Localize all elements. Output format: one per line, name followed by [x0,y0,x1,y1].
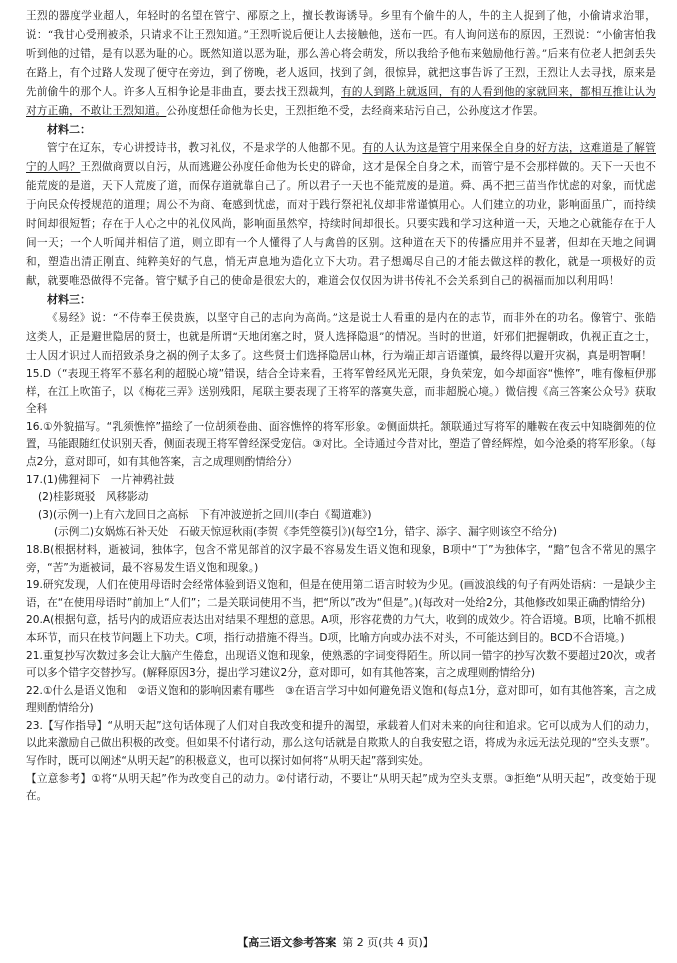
answer-17-1: 17.(1)佛狸祠下 一片神鸦社鼓 [26,473,175,486]
answer-23-reference: 【立意参考】①将“从明天起”作为改变自己的动力。②付诸行动，不要让“从明天起”成为空头支票。③拒绝“从明天起”，改变始于现在。 [26,772,656,803]
material-2-heading: 材料二： [47,123,91,136]
material-2-underlined: 有的人认为这是管宁用来保全自身的好方法，这难道是了解管宁的人吗？ [26,142,656,173]
page-footer [0,934,677,950]
answer-19: 19.研究发现，人们在使用母语时会经常体验到语义饱和，但是在使用第二语言时较为少见。(画波浪线的句子有两处语病：一是缺少主语，在“在使用母语时”前加上“人们”；二是关联词使用不当，把“所以”改为“但是”。)(每改对一处给2分，其他修改如果正确酌情给分) [26,579,656,609]
page-content [26,7,656,806]
passage-translation-1 [26,7,656,121]
material-2-text [26,139,656,291]
answer-22: 22.①什么是语义饱和 ②语义饱和的影响因素有哪些 ③在语言学习中如何避免语义饱和(每点1分，意对即可，如有其他答案，言之成理则酌情给分) [26,684,656,715]
answer-16: 16.①外貌描写。“乳须憔悴”描绘了一位胡须卷曲、面容憔悴的将军形象。②侧面烘托。颔联通过写将军的雕鞍在夜云中知晓御苑的位置，马能跟随红仗识别天香，侧面表现王将军曾经深受宠信。③对比。全诗通过今昔对比，塑造了曾经辉煌，如今沧桑的将军形象。（每点2分，意对即可，如有其他答案，言之成理则酌情给分） [26,420,656,468]
answer-18: 18.B(根据材料，逝被词，独体字，包含不常见部首的汉字最不容易发生语义饱和现象，B项中“丁”为独体字，“黯”包含不常见的黑字旁，“苦”为逝被词，最不容易发生语义饱和现象。) [26,543,656,574]
answer-17-3a: (3)(示例一)上有六龙回日之高标 下有冲波逆折之回川(李白《蜀道难》) [38,508,372,521]
answer-23-guide: 23.【写作指导】“从明天起”这句话体现了人们对自我改变和提升的渴望，承载着人们对未来的向往和追求。它可以成为人们的动力，以此来激励自己做出积极的改变。但如果不付诸行动，那么这句话就是自欺欺人的自我安慰之语，将成为永远无法兑现的“空头支票”。写作时，既可以阐述“从明天起”的积极意义，也可以探讨如何将“从明天起”落到实处。 [26,719,656,768]
material-3-heading: 材料三： [47,293,91,306]
answer-20: 20.A(根据句意，括号内的成语应表达出对结果不理想的意思。A项，形容花费的力气大，收到的成效少。符合语境。B项，比喻不抓根本环节，而只在枝节问题上下功夫。C项，指行动措施不得当。D项，比喻方向或办法不对头，不可能达到目的。BCD不合语境。) [26,614,656,644]
material-2-seg1: 管宁在辽东，专心讲授诗书，教习礼仪，不是求学的人他都不见。 [47,142,363,154]
answer-17-3b: (示例二)女娲炼石补天处 石破天惊逗秋雨(李贺《李凭箜篌引》)(每空1分，错字、添字、漏字则该空不给分) [54,526,557,539]
passage-text: 王烈的器度学业超人，年轻时的名望在管宁、邴原之上，擅长教诲诱导。乡里有个偷牛的人，牛的主人捉到了他，小偷请求治罪，说：“我甘心受刑被杀，只请求不让王烈知道。”王烈听说后便让人去接触他，送布一匹。有人询问送布的原因，王烈说：“小偷害怕我听到他的过错，是有以恶为耻的心。既然知道以恶为耻，那么善心将会萌发，所以我给予他布来勉励他行善。”后来有位老人把剑丢失在路上，有个过路人发现了便守在旁边，到了傍晚，老人返回，找到了剑，很惊异，就把这事告诉了王烈，王烈让人去寻找，原来是先前偷牛的那个人。许多人互相争论是非曲直，要去找王烈裁判， [26,10,656,98]
passage-text-tail: 公孙度想任命他为长史，王烈拒绝不受，去经商来玷污自己，公孙度这才作罢。 [166,105,545,117]
footer-title: 【高三语文参考答案 [237,936,337,949]
footer-page-number: 第 2 页(共 4 页)】 [342,936,434,949]
material-3-text: 《易经》说：“不侍奉王侯贵族，以坚守自己的志向为高尚。”这是说士人看重的是内在的志节，而非外在的功名。像管宁、张皓这类人，正是避世隐居的贤士，也就是所谓“天地闭塞之时，贤人选择隐退”的情况。当时的世道，奸邪们把握朝政，仇视正直之士，士人因才识过人而招致杀身之祸的例子太多了。这些贤士们选择隐居山林，行为端正却言语谨慎，最终得以避开灾祸，真是明智啊！ [26,312,656,362]
underlined-sentence: 有的人到路上就返回，有的人看到他的家就回来，都相互推让认为对方正确，不敢让王烈知道。 [26,86,656,117]
answer-17-2: (2)桂影斑驳 风移影动 [38,491,149,504]
material-2-seg2: 王烈做商贾以自污，从而逃避公孙度任命他为长史的辟命，这才是保全自身之术，而管宁是不会那样做的。天下一天也不能荒废的是道，天下人荒废了道，而保存道就靠自己了。所以君子一天也不能荒废的是道。舜、禹不把三苗当作忧虑的对象，而忧虑于向民众传授规范的道理；周公不为商、奄感到忧虑，而对于践行祭祀礼仪却非常谨慎用心。人们建立的功业，影响面虽广，而持续时间却很短暂；存在于人心之中的礼仪风尚，影响面虽然窄，持续时间却很长。只要实践和学习这种道一天，天地之心就能存在于人间一天；一个人听闻并相信了道，则立即有一个人懂得了人与禽兽的区别。这种道在天下的传播应用并不显著，但却在天地之间调和，塑造出清正刚直、纯粹美好的气息，悄无声息地为造化立下大功。君子想竭尽自己的才能去做这样的教化，就是一项极好的贡献，就要唯恐做得不完备。管宁赋予自己的使命是很宏大的，难道会仅仅因为讲书传礼不会关系到自己的祸福而加以利用吗！ [26,161,656,287]
answer-15: 15.D（“表现王将军不慕名利的超脱心境”错误，结合全诗来看，王将军曾经风光无限，身负荣宠，如今却面容“憔悴”，唯有像桓伊那样，在江上吹笛子，以《梅花三弄》送别残阳，尾联主要表现了王将军的落寞失意，而非超脱心境。）微信搜《高三答案公众号》获取全科 [26,368,656,416]
answer-21: 21.重复抄写次数过多会让大脑产生倦怠，出现语义饱和现象，使熟悉的字词变得陌生。所以同一错字的抄写次数不要超过20次，或者可以多个错字交替抄写。(解释原因3分，提出学习建议2分，意对即可，如有其他答案，言之成理则酌情给分) [26,649,656,680]
